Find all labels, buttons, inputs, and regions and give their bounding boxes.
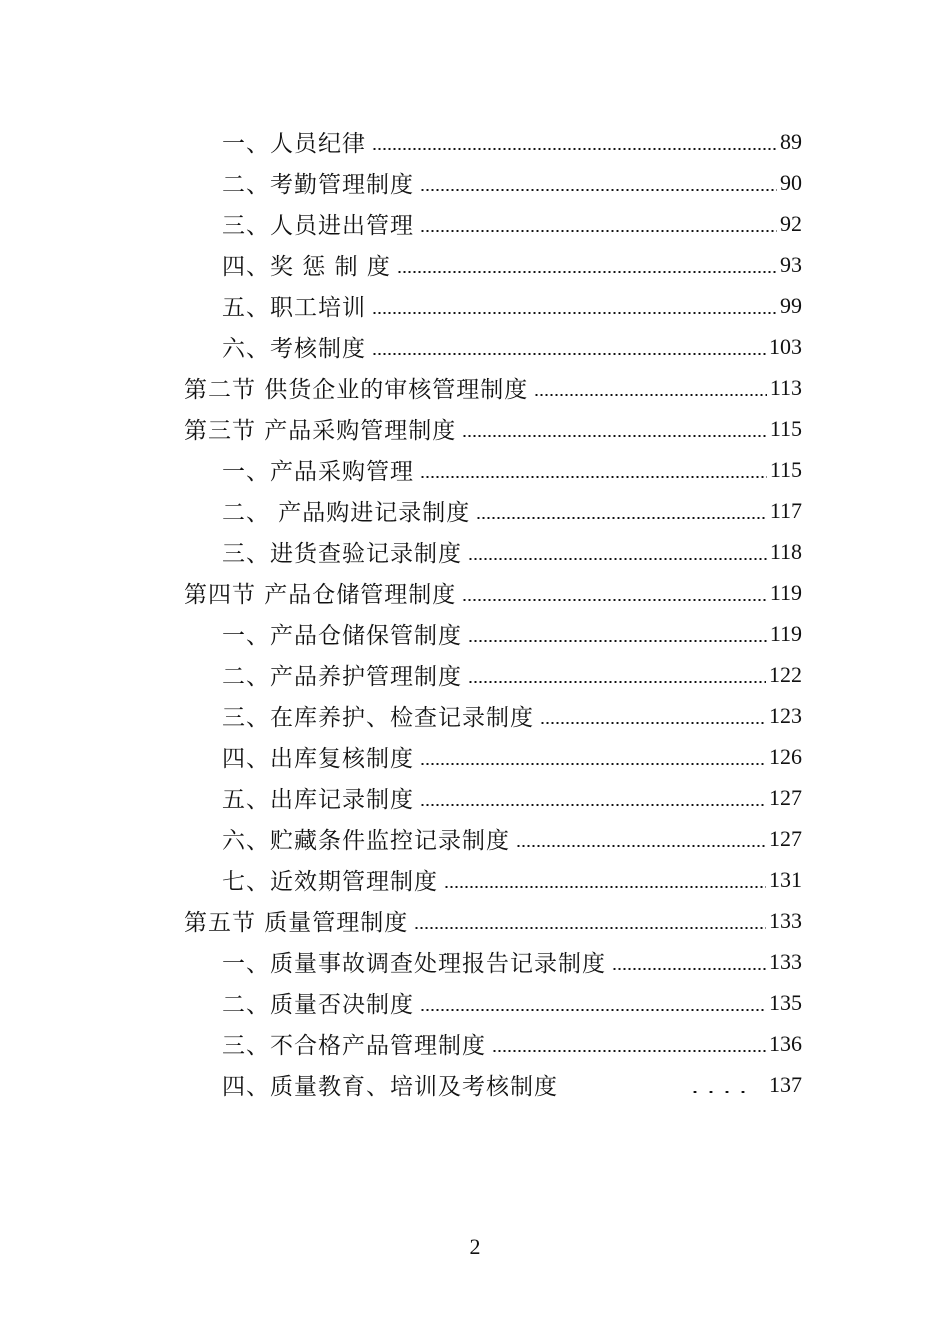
toc-entry-page: 126 [769, 743, 802, 769]
toc-entry[interactable] [0, 285, 950, 326]
toc-entry-title: 七、近效期管理制度 [222, 869, 438, 895]
toc-entry[interactable] [0, 941, 950, 982]
toc-entry-title: 三、不合格产品管理制度 [222, 1033, 486, 1059]
toc-dot-leader [420, 1009, 766, 1011]
toc-dot-leader [420, 804, 766, 806]
toc-entry-page: 89 [780, 128, 802, 154]
toc-entry-page: 131 [769, 866, 802, 892]
toc-entry-title: 六、考核制度 [222, 336, 366, 362]
toc-entry[interactable] [0, 777, 950, 818]
toc-entry-title: 第五节 质量管理制度 [184, 910, 409, 936]
table-of-contents [0, 121, 950, 1105]
toc-entry[interactable] [0, 121, 950, 162]
toc-entry[interactable] [0, 736, 950, 777]
toc-entry-title: 四、出库复核制度 [222, 746, 414, 772]
toc-dot-leader [468, 640, 767, 642]
toc-entry-page: 135 [769, 989, 802, 1015]
toc-entry-title: 一、产品采购管理 [222, 459, 414, 485]
toc-dot-leader [372, 353, 766, 355]
toc-entry-page: 117 [769, 497, 802, 523]
toc-dot-leader [397, 271, 777, 273]
toc-dot-leader [462, 599, 767, 601]
toc-entry-title: 三、进货查验记录制度 [222, 541, 462, 567]
toc-dot-leader [492, 1050, 766, 1052]
toc-entry[interactable] [0, 654, 950, 695]
toc-entry-title: 三、人员进出管理 [222, 213, 414, 239]
page-number: 2 [469, 1234, 481, 1259]
toc-entry-title: 第二节 供货企业的审核管理制度 [184, 377, 529, 403]
toc-entry[interactable] [0, 818, 950, 859]
toc-entry-page: 115 [769, 456, 802, 482]
toc-entry-page: 127 [769, 784, 802, 810]
toc-entry-page: 103 [769, 333, 802, 359]
toc-dot-leader [420, 189, 777, 191]
toc-entry-title: 一、质量事故调查处理报告记录制度 [222, 951, 606, 977]
toc-dot-leader [534, 394, 767, 396]
toc-dot-leader [414, 927, 766, 929]
toc-entry-title: 二、产品养护管理制度 [222, 664, 462, 690]
toc-dot-leader [468, 681, 766, 683]
toc-section-entry[interactable] [0, 367, 950, 408]
toc-entry-page: 133 [769, 907, 802, 933]
toc-entry-title: 一、人员纪律 [222, 131, 366, 157]
toc-entry-page: 93 [780, 251, 802, 277]
toc-entry-title: 四、奖 惩 制 度 [222, 254, 391, 280]
toc-dot-leader [444, 886, 766, 888]
toc-entry-page: 127 [769, 825, 802, 851]
toc-entry-title: 三、在库养护、检查记录制度 [222, 705, 534, 731]
toc-dot-leader [516, 845, 766, 847]
toc-section-entry[interactable] [0, 408, 950, 449]
toc-dot-leader [462, 435, 767, 437]
toc-entry[interactable] [0, 490, 950, 531]
toc-dot-leader [420, 230, 777, 232]
toc-entry-title: 二、考勤管理制度 [222, 172, 414, 198]
toc-entry-title: 四、质量教育、培训及考核制度 [222, 1074, 558, 1100]
toc-entry-title: 五、职工培训 [222, 295, 366, 321]
toc-dot-leader [476, 517, 767, 519]
toc-entry-page: 119 [769, 579, 802, 605]
toc-entry-page: 92 [780, 210, 802, 236]
toc-entry-page: 136 [769, 1030, 802, 1056]
toc-entry[interactable] [0, 982, 950, 1023]
toc-entry[interactable] [0, 326, 950, 367]
toc-entry-page: 133 [769, 948, 802, 974]
toc-entry-page: 137 [769, 1071, 802, 1097]
toc-entry[interactable] [0, 1064, 950, 1105]
toc-dot-leader [372, 312, 777, 314]
toc-entry-page: 115 [769, 415, 802, 441]
toc-dot-leader [612, 968, 766, 970]
toc-entry[interactable] [0, 244, 950, 285]
toc-entry-page: 118 [769, 538, 802, 564]
toc-entry[interactable] [0, 203, 950, 244]
toc-entry-title: 二、 产品购进记录制度 [222, 500, 471, 526]
toc-entry-title: 一、产品仓储保管制度 [222, 623, 462, 649]
toc-entry-page: 90 [780, 169, 802, 195]
toc-entry-page: 119 [769, 620, 802, 646]
toc-entry-title: 五、出库记录制度 [222, 787, 414, 813]
toc-entry[interactable] [0, 162, 950, 203]
toc-dot-leader [688, 1091, 751, 1093]
toc-entry[interactable] [0, 695, 950, 736]
toc-entry[interactable] [0, 1023, 950, 1064]
toc-entry-title: 二、质量否决制度 [222, 992, 414, 1018]
toc-dot-leader [468, 558, 767, 560]
toc-section-entry[interactable] [0, 572, 950, 613]
toc-entry-title: 第三节 产品采购管理制度 [184, 418, 457, 444]
toc-entry[interactable] [0, 531, 950, 572]
toc-entry-page: 99 [780, 292, 802, 318]
toc-entry[interactable] [0, 613, 950, 654]
toc-dot-leader [540, 722, 766, 724]
toc-entry-title: 第四节 产品仓储管理制度 [184, 582, 457, 608]
toc-section-entry[interactable] [0, 900, 950, 941]
toc-entry-page: 113 [769, 374, 802, 400]
toc-entry[interactable] [0, 449, 950, 490]
toc-dot-leader [372, 148, 777, 150]
toc-entry-page: 123 [769, 702, 802, 728]
toc-entry[interactable] [0, 859, 950, 900]
toc-entry-title: 六、贮藏条件监控记录制度 [222, 828, 510, 854]
toc-entry-page: 122 [769, 661, 802, 687]
toc-dot-leader [420, 476, 767, 478]
toc-dot-leader [420, 763, 766, 765]
